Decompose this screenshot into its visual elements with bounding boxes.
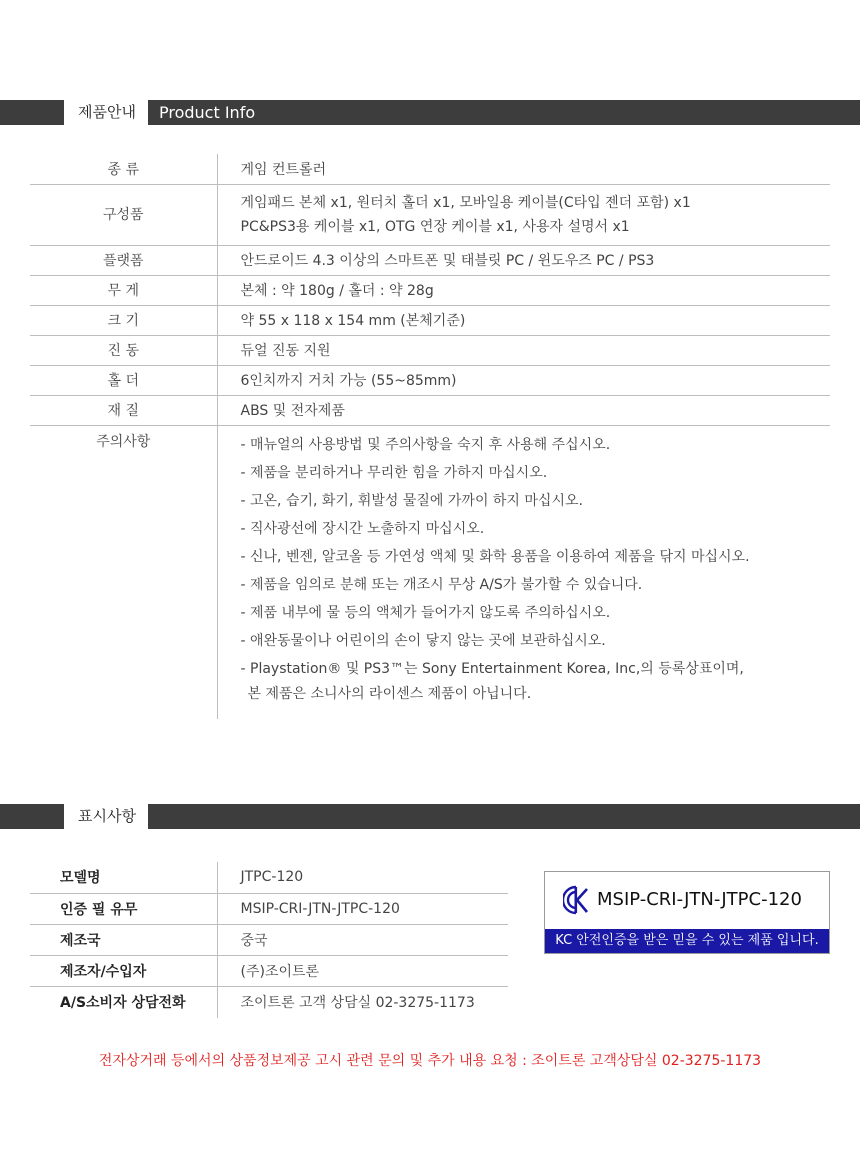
- spec-value-line: 6인치까지 거치 가능 (55~85mm): [240, 373, 457, 389]
- spec-label: 종 류: [30, 154, 217, 184]
- kc-certification-box: [544, 871, 830, 954]
- marking-value: MSIP-CRI-JTN-JTPC-120: [217, 893, 508, 924]
- spec-value: [217, 184, 830, 245]
- kc-certification-icon: [563, 885, 589, 915]
- spec-label: 무 게: [30, 275, 217, 305]
- spec-value-line: ABS 및 전자제품: [240, 403, 345, 419]
- product-info-en-title: Product Info: [159, 103, 256, 122]
- spec-value-line: 약 55 x 118 x 154 mm (본체기준): [240, 313, 466, 329]
- marking-label: A/S소비자 상담전화: [30, 986, 217, 1018]
- marking-label: 모델명: [30, 862, 217, 893]
- spec-value: [217, 245, 830, 275]
- spec-label: 구성품: [30, 184, 217, 245]
- spec-row-type: [30, 154, 830, 184]
- caution-item: - 제품을 임의로 분해 또는 개조시 무상 A/S가 불가할 수 있습니다.: [240, 576, 643, 593]
- marking-row-origin: [30, 924, 508, 955]
- spec-value: [217, 395, 830, 425]
- footer-inquiry-note: 전자상거래 등에서의 상품정보제공 고시 관련 문의 및 추가 내용 요청 : 조이트론 고객상담실 02-3275-1173: [98, 1053, 762, 1069]
- caution-item: - 제품을 분리하거나 무리한 힘을 가하지 마십시오.: [240, 464, 548, 481]
- spec-value-line: 듀얼 진동 지원: [240, 343, 331, 359]
- spec-value: [217, 335, 830, 365]
- marking-row-certification: [30, 893, 508, 924]
- spec-label: 홀 더: [30, 365, 217, 395]
- product-spec-table: [30, 154, 830, 719]
- spec-row-platform: [30, 245, 830, 275]
- product-info-ko-title: 제품안내: [78, 103, 136, 121]
- product-info-header-bar: [0, 100, 860, 125]
- caution-item: - 매뉴얼의 사용방법 및 주의사항을 숙지 후 사용해 주십시오.: [240, 436, 611, 453]
- marking-value: 중국: [217, 924, 508, 955]
- marking-label: 제조국: [30, 924, 217, 955]
- spec-label: 플랫폼: [30, 245, 217, 275]
- spec-value-line: 게임 컨트롤러: [240, 161, 327, 178]
- marking-value: (주)조이트론: [217, 955, 508, 986]
- marking-label: 제조자/수입자: [30, 955, 217, 986]
- caution-item: - 직사광선에 장시간 노출하지 마십시오.: [240, 520, 485, 537]
- caution-item: - 고온, 습기, 화기, 휘발성 물질에 가까이 하지 마십시오.: [240, 492, 583, 509]
- markings-table: [30, 862, 508, 1018]
- spec-row-holder: [30, 365, 830, 395]
- kc-certification-code: MSIP-CRI-JTN-JTPC-120: [597, 889, 802, 910]
- spec-row-weight: [30, 275, 830, 305]
- spec-row-size: [30, 305, 830, 335]
- spec-value: [217, 365, 830, 395]
- caution-item: - 제품 내부에 물 등의 액체가 들어가지 않도록 주의하십시오.: [240, 604, 611, 621]
- caution-label: 주의사항: [30, 425, 217, 719]
- spec-row-material: [30, 395, 830, 425]
- spec-value: [217, 154, 830, 184]
- marking-value: JTPC-120: [217, 862, 508, 893]
- marking-value: 조이트론 고객 상담실 02-3275-1173: [240, 995, 475, 1012]
- spec-value: [217, 305, 830, 335]
- caution-list: [217, 425, 830, 719]
- caution-item: - 애완동물이나 어린이의 손이 닿지 않는 곳에 보관하십시오.: [240, 632, 606, 649]
- spec-value-line: PC&PS3용 케이블 x1, OTG 연장 케이블 x1, 사용자 설명서 x1: [240, 218, 630, 235]
- marking-row-manufacturer: [30, 955, 508, 986]
- spec-value-line: 게임패드 본체 x1, 원터치 홀더 x1, 모바일용 케이블(C타입 젠더 포함) x1: [240, 194, 691, 211]
- spec-row-caution: [30, 425, 830, 719]
- caution-item-continuation: 본 제품은 소니사의 라이센스 제품이 아닙니다.: [247, 685, 532, 702]
- spec-value-line: 본체 : 약 180g / 홀더 : 약 28g: [240, 283, 434, 299]
- spec-value-line: 안드로이드 4.3 이상의 스마트폰 및 태블릿 PC / 윈도우즈 PC / PS3: [240, 253, 655, 269]
- markings-ko-title: 표시사항: [78, 807, 136, 825]
- marking-row-model: [30, 862, 508, 893]
- spec-row-components: [30, 184, 830, 245]
- marking-label: 인증 필 유무: [30, 893, 217, 924]
- spec-label: 재 질: [30, 395, 217, 425]
- marking-row-support-phone: [30, 986, 508, 1018]
- spec-value: [217, 275, 830, 305]
- spec-label: 크 기: [30, 305, 217, 335]
- spec-row-vibration: [30, 335, 830, 365]
- spec-label: 진 동: [30, 335, 217, 365]
- kc-certification-caption: KC 안전인증을 받은 믿을 수 있는 제품 입니다.: [545, 929, 829, 953]
- caution-item: - Playstation® 및 PS3™는 Sony Entertainment Korea, Inc,의 등록상표이며,: [240, 660, 744, 677]
- markings-header-bar: [0, 804, 860, 829]
- caution-item: - 신나, 벤젠, 알코올 등 가연성 액체 및 화학 용품을 이용하여 제품을 닦지 마십시오.: [240, 548, 750, 565]
